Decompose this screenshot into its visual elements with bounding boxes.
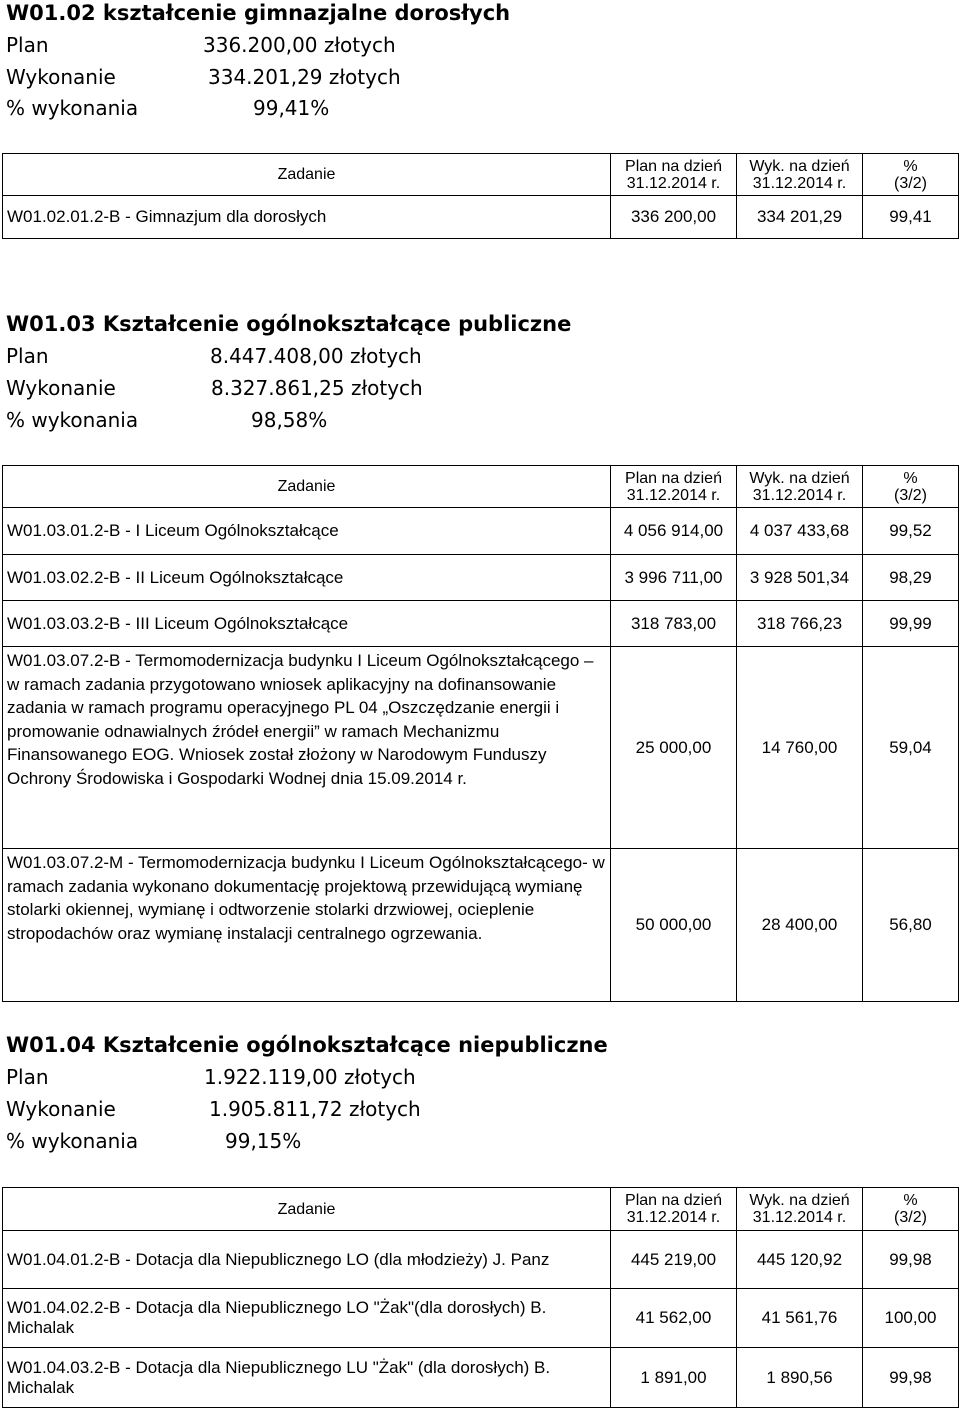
row-task: W01.04.02.2-B - Dotacja dla Niepublicznego LO "Żak"(dla dorosłych) B. Michalak xyxy=(3,1289,611,1348)
row-execution: 1 890,56 xyxy=(737,1348,863,1408)
row-execution: 445 120,92 xyxy=(737,1231,863,1289)
percent-label: % wykonania xyxy=(6,408,139,432)
table-row xyxy=(3,1348,959,1408)
plan-label: Plan xyxy=(6,1065,49,1089)
row-execution: 14 760,00 xyxy=(737,647,863,849)
budget-table xyxy=(2,1187,959,1408)
header-execution: Wyk. na dzień 31.12.2014 r. xyxy=(737,466,863,508)
row-plan: 445 219,00 xyxy=(611,1231,737,1289)
row-percent: 99,52 xyxy=(863,508,959,555)
table-header xyxy=(3,466,959,508)
row-plan: 336 200,00 xyxy=(611,196,737,239)
row-execution: 28 400,00 xyxy=(737,849,863,1002)
header-task: Zadanie xyxy=(3,466,611,508)
row-plan: 318 783,00 xyxy=(611,601,737,647)
row-plan: 41 562,00 xyxy=(611,1289,737,1348)
execution-value: 8.327.861,25 złotych xyxy=(211,376,423,400)
table-row xyxy=(3,555,959,601)
section-title: W01.02 kształcenie gimnazjalne dorosłych xyxy=(6,1,511,25)
execution-label: Wykonanie xyxy=(6,376,116,400)
plan-label: Plan xyxy=(6,344,49,368)
header-execution: Wyk. na dzień 31.12.2014 r. xyxy=(737,154,863,196)
section-title: W01.03 Kształcenie ogólnokształcące publiczne xyxy=(6,312,572,336)
header-plan: Plan na dzień 31.12.2014 r. xyxy=(611,1188,737,1231)
execution-value: 1.905.811,72 złotych xyxy=(209,1097,421,1121)
row-task: W01.03.07.2-B - Termomodernizacja budynku I Liceum Ogólnokształcącego – w ramach zadania przygotowano wniosek aplikacyjny na dofinansowanie zadania w ramach programu operacyjnego PL 04 „Oszczędzanie energii i promowanie odnawialnych źródeł energii” w ramach Mechanizmu Finansowanego EOG. Wniosek został złożony w Narodowym Funduszy Ochrony Środowiska i Gospodarki Wodnej dnia 15.09.2014 r. xyxy=(3,647,611,849)
header-task: Zadanie xyxy=(3,1188,611,1231)
row-percent: 100,00 xyxy=(863,1289,959,1348)
row-execution: 41 561,76 xyxy=(737,1289,863,1348)
row-task: W01.03.02.2-B - II Liceum Ogólnokształcące xyxy=(3,555,611,601)
row-plan: 1 891,00 xyxy=(611,1348,737,1408)
row-task: W01.02.01.2-B - Gimnazjum dla dorosłych xyxy=(3,196,611,239)
table-header xyxy=(3,1188,959,1231)
percent-label: % wykonania xyxy=(6,96,139,120)
row-percent: 99,98 xyxy=(863,1348,959,1408)
percent-value: 98,58% xyxy=(251,408,328,432)
row-plan: 25 000,00 xyxy=(611,647,737,849)
header-percent: % (3/2) xyxy=(863,154,959,196)
table-row xyxy=(3,1289,959,1348)
table-row xyxy=(3,196,959,239)
header-percent: % (3/2) xyxy=(863,466,959,508)
header-plan: Plan na dzień 31.12.2014 r. xyxy=(611,154,737,196)
budget-table xyxy=(2,465,959,1002)
row-task: W01.04.03.2-B - Dotacja dla Niepublicznego LU "Żak" (dla dorosłych) B. Michalak xyxy=(3,1348,611,1408)
header-execution: Wyk. na dzień 31.12.2014 r. xyxy=(737,1188,863,1231)
row-task: W01.03.03.2-B - III Liceum Ogólnokształcące xyxy=(3,601,611,647)
table-row xyxy=(3,601,959,647)
row-plan: 4 056 914,00 xyxy=(611,508,737,555)
row-task: W01.03.07.2-M - Termomodernizacja budynku I Liceum Ogólnokształcącego- w ramach zadania wykonano dokumentację projektową przewidującą wymianę stolarki okiennej, wymianę i odtworzenie stolarki drzwiowej, ocieplenie stropodachów oraz wymianę instalacji centralnego ogrzewania. xyxy=(3,849,611,1002)
budget-table xyxy=(2,153,959,239)
plan-value: 1.922.119,00 złotych xyxy=(204,1065,416,1089)
table-row xyxy=(3,647,959,849)
plan-label: Plan xyxy=(6,33,49,57)
row-percent: 99,99 xyxy=(863,601,959,647)
plan-value: 336.200,00 złotych xyxy=(203,33,396,57)
percent-value: 99,15% xyxy=(225,1129,302,1153)
row-plan: 3 996 711,00 xyxy=(611,555,737,601)
header-percent: % (3/2) xyxy=(863,1188,959,1231)
execution-label: Wykonanie xyxy=(6,1097,116,1121)
table-header xyxy=(3,154,959,196)
row-percent: 99,41 xyxy=(863,196,959,239)
row-percent: 98,29 xyxy=(863,555,959,601)
row-task: W01.04.01.2-B - Dotacja dla Niepublicznego LO (dla młodzieży) J. Panz xyxy=(3,1231,611,1289)
table-row xyxy=(3,849,959,1002)
execution-label: Wykonanie xyxy=(6,65,116,89)
header-plan: Plan na dzień 31.12.2014 r. xyxy=(611,466,737,508)
section-title: W01.04 Kształcenie ogólnokształcące niepubliczne xyxy=(6,1033,608,1057)
row-percent: 99,98 xyxy=(863,1231,959,1289)
row-execution: 3 928 501,34 xyxy=(737,555,863,601)
row-percent: 59,04 xyxy=(863,647,959,849)
row-task: W01.03.01.2-B - I Liceum Ogólnokształcące xyxy=(3,508,611,555)
row-execution: 318 766,23 xyxy=(737,601,863,647)
execution-value: 334.201,29 złotych xyxy=(208,65,401,89)
row-execution: 334 201,29 xyxy=(737,196,863,239)
row-percent: 56,80 xyxy=(863,849,959,1002)
percent-value: 99,41% xyxy=(253,96,330,120)
plan-value: 8.447.408,00 złotych xyxy=(210,344,422,368)
header-task: Zadanie xyxy=(3,154,611,196)
row-plan: 50 000,00 xyxy=(611,849,737,1002)
table-row xyxy=(3,1231,959,1289)
row-execution: 4 037 433,68 xyxy=(737,508,863,555)
table-row xyxy=(3,508,959,555)
percent-label: % wykonania xyxy=(6,1129,139,1153)
